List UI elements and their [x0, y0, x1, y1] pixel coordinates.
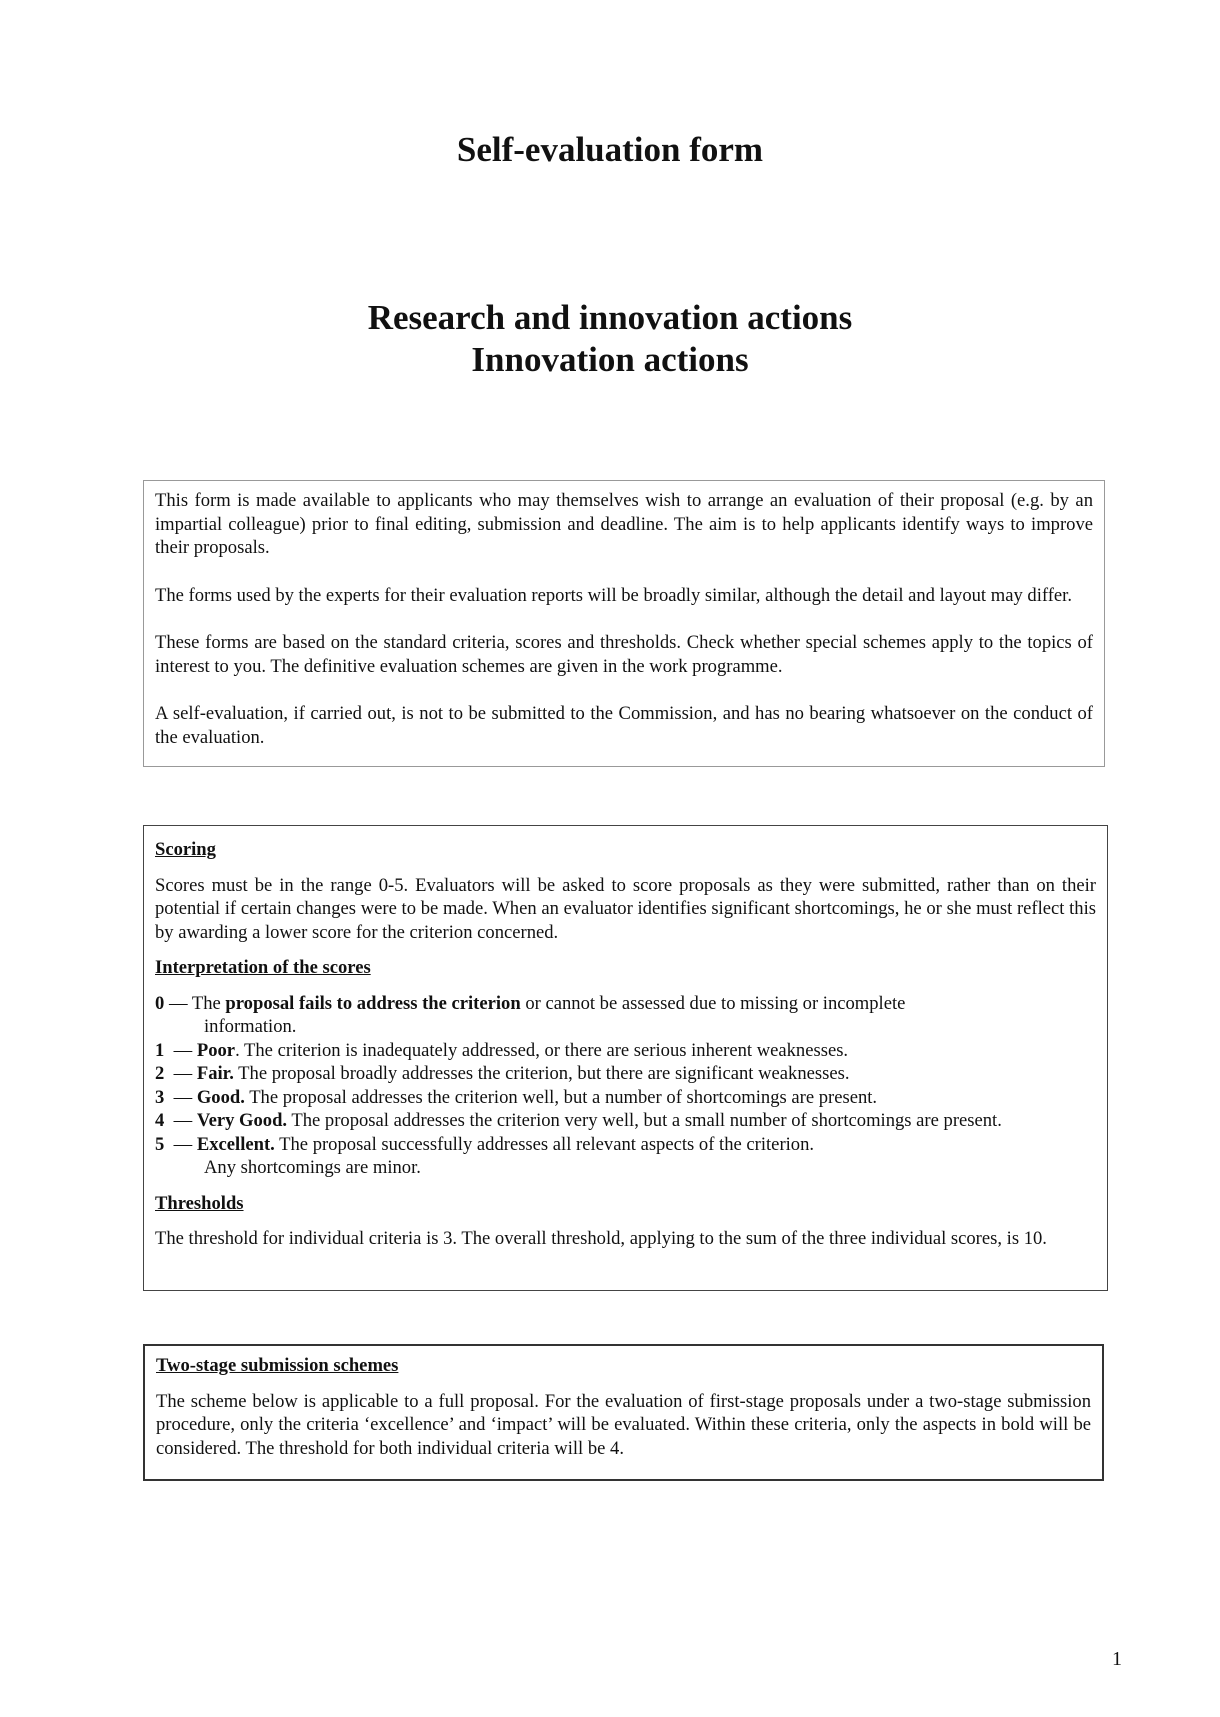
scoring-text: Scores must be in the range 0-5. Evaluators will be asked to score proposals as they were submitted, rather than on their potential if certain changes were to be made. When an evaluator identifies significant shortcomings, he or she must reflect this by awarding a lower score for the criterion concerned. — [155, 874, 1096, 943]
two-stage-heading: Two-stage submission schemes — [156, 1355, 399, 1376]
intro-paragraph: This form is made available to applicants who may themselves wish to arrange an evaluation of their proposal (e.g. by an impartial colleague) prior to final editing, submission and deadline. The aim is to help applicants identify ways to improve their proposals. — [155, 490, 1093, 558]
page-title: Self-evaluation form — [456, 130, 764, 169]
score-item: 4 — Very Good. The proposal addresses the criterion very well, but a small number of shortcomings are present. — [155, 1110, 1002, 1131]
thresholds-text: The threshold for individual criteria is 3. The overall threshold, applying to the sum of the three individual scores, is 10. — [155, 1228, 1047, 1249]
intro-box — [143, 480, 1105, 767]
two-stage-text: The scheme below is applicable to a full proposal. For the evaluation of first-stage proposals under a two-stage submission procedure, only the criteria ‘excellence’ and ‘impact’ will be evaluated. Within these criteria, only the aspects in bold will be considered. The threshold for both individual criteria will be 4. — [156, 1390, 1091, 1459]
intro-paragraph: These forms are based on the standard criteria, scores and thresholds. Check whether special schemes apply to the topics of interest to you. The definitive evaluation schemes are given in the work programme. — [155, 632, 1093, 677]
thresholds-heading: Thresholds — [155, 1192, 244, 1214]
subtitle-line-2: Innovation actions — [471, 340, 749, 379]
score-item: 2 — Fair. The proposal broadly addresses the criterion, but there are significant weaknesses. — [155, 1063, 850, 1084]
interpretation-heading: Interpretation of the scores — [155, 957, 371, 978]
score-item: 5 — Excellent. The proposal successfully addresses all relevant aspects of the criterion. Any shortcomings are minor. — [155, 1133, 815, 1178]
page-number: 1 — [1112, 1648, 1122, 1670]
scoring-heading: Scoring — [155, 839, 216, 860]
intro-paragraph: The forms used by the experts for their evaluation reports will be broadly similar, although the detail and layout may differ. — [155, 584, 1072, 606]
subtitle-line-1: Research and innovation actions — [367, 298, 853, 337]
scoring-box — [143, 825, 1108, 1291]
score-list — [155, 992, 1096, 1180]
two-stage-box — [143, 1344, 1104, 1481]
score-item: 0 — The proposal fails to address the criterion or cannot be assessed due to missing or incomplete information. — [155, 992, 906, 1037]
intro-paragraph: A self-evaluation, if carried out, is not to be submitted to the Commission, and has no bearing whatsoever on the conduct of the evaluation. — [155, 703, 1093, 748]
score-item: 1 — Poor. The criterion is inadequately addressed, or there are serious inherent weaknesses. — [155, 1039, 849, 1061]
score-item: 3 — Good. The proposal addresses the criterion well, but a number of shortcomings are present. — [155, 1086, 878, 1108]
